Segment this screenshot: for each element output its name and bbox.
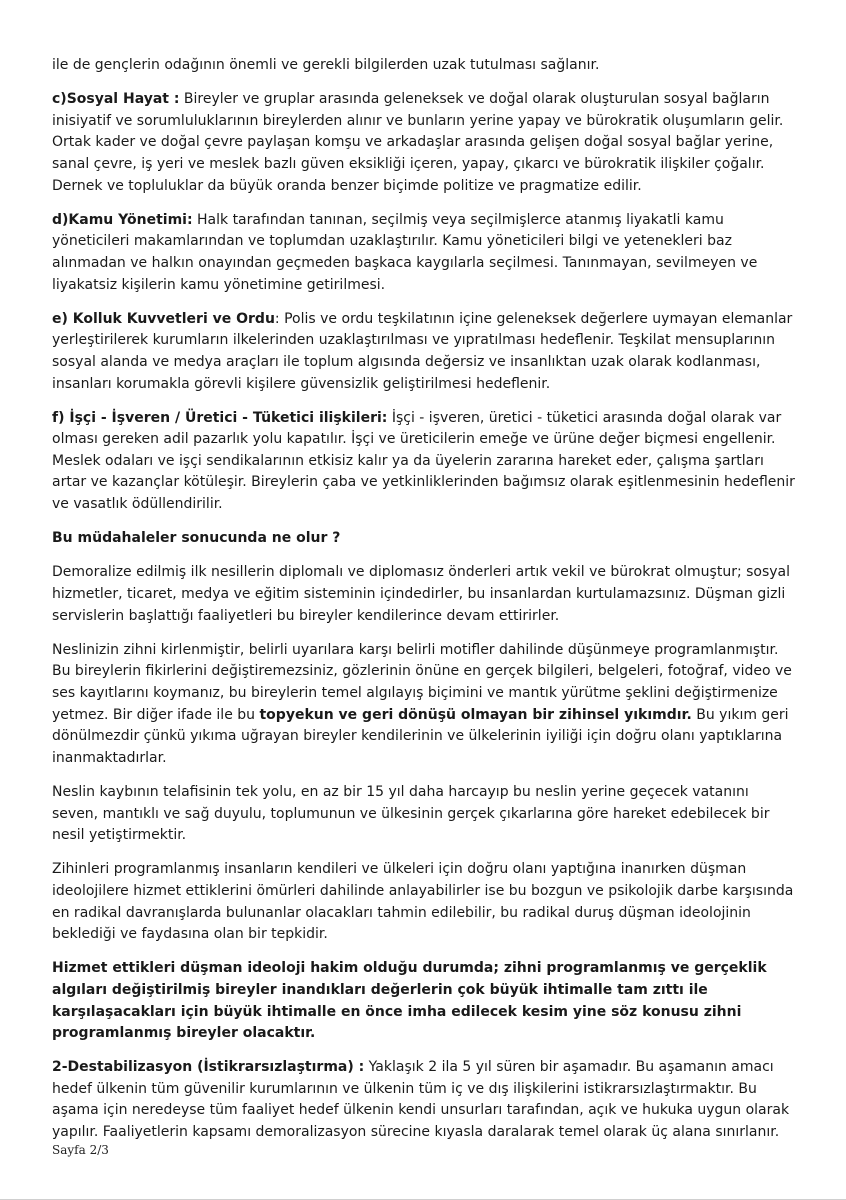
document-body	[52, 55, 798, 1156]
emphasis-text: topyekun ve geri dönüşü olmayan bir zihinsel yıkımdır.	[259, 706, 692, 723]
section-heading: 2-Destabilizasyon (İstikrarsızlaştırma) :	[52, 1059, 365, 1076]
text-run: Yaklaşık 2 ila 5 yıl süren bir aşamadır. Bu aşamanın amacı hedef ülkenin tüm güvenilir kurumlarının ve ülkenin tüm iç ve dış ilişkilerini istikrarsızlaştırmaktır. Bu aşama için neredeyse tüm faaliyet hedef ülkenin kendi unsurları tarafından, açık ve hukuka uygun olarak yapılır. Faaliyetlerin kapsamı demoralizasyon sürecine kıyasla daralarak temel olarak üç alana sınırlanır.	[52, 1059, 790, 1141]
section-heading: f) İşçi - İşveren / Üretici - Tüketici ilişkileri:	[52, 409, 388, 426]
paragraph-radical-reaction	[52, 859, 798, 945]
section-heading: e) Kolluk Kuvvetleri ve Ordu	[52, 310, 275, 327]
paragraph-bold-conclusion	[52, 958, 798, 1044]
page-number-footer: Sayfa 2/3	[52, 1143, 109, 1157]
text-run: Halk tarafından tanınan, seçilmiş veya seçilmişlerce atanmış liyakatli kamu yöneticileri makamlarından ve toplumdan uzaklaştırılır. Kamu yöneticileri bilgi ve yetenekleri baz alınmadan ve halkın onayından geçmeden başkaca kaygılarla seçilmesi. Tanınmayan, sevilmeyen ve liyakatsiz kişilerin kamu yönetimine getirilmesi.	[52, 211, 758, 293]
text-run: ile de gençlerin odağının önemli ve gerekli bilgilerden uzak tutulması sağlanır.	[52, 57, 600, 73]
paragraph-destabilization	[52, 1057, 798, 1143]
text-run: Zihinleri programlanmış insanların kendileri ve ülkeleri için doğru olanı yaptığına inanırken düşman ideolojilere hizmet ettiklerini ömürleri dahilinde anlayabilirler ise bu bozgun ve psikolojik darbe karşısında en radikal davranışlarda bulunanlar olacakları tahmin edilebilir, bu radikal duruş düşman ideolojinin beklediği ve faydasına olan bir tepkidir.	[52, 861, 794, 943]
paragraph-labor-relations	[52, 408, 798, 516]
paragraph-law-enforcement	[52, 309, 798, 395]
paragraph-demoralized-leaders	[52, 562, 798, 627]
text-run: : Polis ve ordu teşkilatının içine geleneksek değerlere uymayan elemanlar yerleştirilerek kurumların ilkelerinden uzaklaştırılması ve yıpratılması hedeflenir. Teşkilat mensuplarının sosyal alanda ve medya araçları ile toplum algısında değersiz ve insanlıktan uzak olarak kodlanması, insanları korumakla görevli kişilere güvensizlik geliştirilmesi hedeflenir.	[52, 310, 793, 392]
text-run: Neslin kaybının telafisinin tek yolu, en az bir 15 yıl daha harcayıp bu neslin yerine geçecek vatanını seven, mantıklı ve sağ duyulu, toplumunun ve ülkesinin gerçek çıkarlarına göre hareket edebilecek bir nesil yetiştirmektir.	[52, 783, 770, 844]
paragraph-intro-tail	[52, 55, 798, 77]
paragraph-mind-programming	[52, 640, 798, 770]
text-run: Bu yıkım geri dönülmezdir çünkü yıkıma uğrayan bireyler kendilerinin ve ülkelerinin iyiliği için doğru olanı yaptıklarına inanmaktadırlar.	[52, 706, 789, 766]
section-heading: c)Sosyal Hayat :	[52, 91, 180, 108]
text-run: Demoralize edilmiş ilk nesillerin diplomalı ve diplomasız önderleri artık vekil ve bürokrat olmuştur; sosyal hizmetler, ticaret, medya ve eğitim sisteminin içindedirler, bu insanlardan kurtulamazsınız. Düşman gizli servislerin başlattığı faaliyetleri bu bireyler kendilerince devam ettirirler.	[52, 564, 791, 624]
paragraph-public-administration	[52, 210, 798, 296]
section-heading: d)Kamu Yönetimi:	[52, 211, 193, 228]
text-run: İşçi - işveren, üretici - tüketici arasında doğal olarak var olması gereken adil pazarlık yolu kapatılır. İşçi ve üreticilerin emeğe ve ürüne değer biçmesi engellenir. Meslek odaları ve işçi sendikalarının etkisiz kalır ya da üyelerin zararına hareket eder, çalışma şartları artar ve kazançlar kötüleşir. Bireylerin çaba ve yetkinliklerinden bağımsız olarak eşitlenmesinin hedeflenir ve vasatlık ödüllendirilir.	[52, 409, 795, 513]
text-run: Bireyler ve gruplar arasında geleneksek ve doğal olarak oluşturulan sosyal bağların inisiyatif ve sorumluluklarının bireylerden alınır ve bunların yerine yapay ve bürokratik oluşumların gelir. Ortak kader ve doğal çevre paylaşan komşu ve arkadaşlar arasında gelişen doğal sosyal bağlar yerine, sanal çevre, iş yeri ve meslek bazlı güven eksikliği içeren, yapay, çıkarcı ve bürokratik ilişkiler çoğalır. Dernek ve topluluklar da büyük oranda benzer biçimde politize ve pragmatize edilir.	[52, 91, 784, 194]
paragraph-question-heading	[52, 528, 798, 550]
section-heading: Bu müdahaleler sonucunda ne olur ?	[52, 530, 341, 547]
emphasis-text: Hizmet ettikleri düşman ideoloji hakim olduğu durumda; zihni programlanmış ve gerçeklik algıları değiştirilmiş bireyler inandıkları değerlerin çok büyük ihtimalle tam zıttı ile karşılaşacakları için büyük ihtimalle en önce imha edilecek kesim yine söz konusu zihni programlanmış bireyler olacaktır.	[52, 960, 767, 1042]
paragraph-social-life	[52, 89, 798, 197]
paragraph-generation-recovery	[52, 782, 798, 847]
text-run: Neslinizin zihni kirlenmiştir, belirli uyarılara karşı belirli motifler dahilinde düşünmeye programlanmıştır. Bu bireylerin fikirlerini değiştiremezsiniz, gözlerinin önüne en gerçek bilgileri, belgeleri, fotoğraf, video ve ses kayıtlarını koymanız, bu bireylerin temel algılayış biçimini ve mantık yürütme şeklini değiştirmenize yetmez. Bir diğer ifade ile bu	[52, 641, 792, 723]
